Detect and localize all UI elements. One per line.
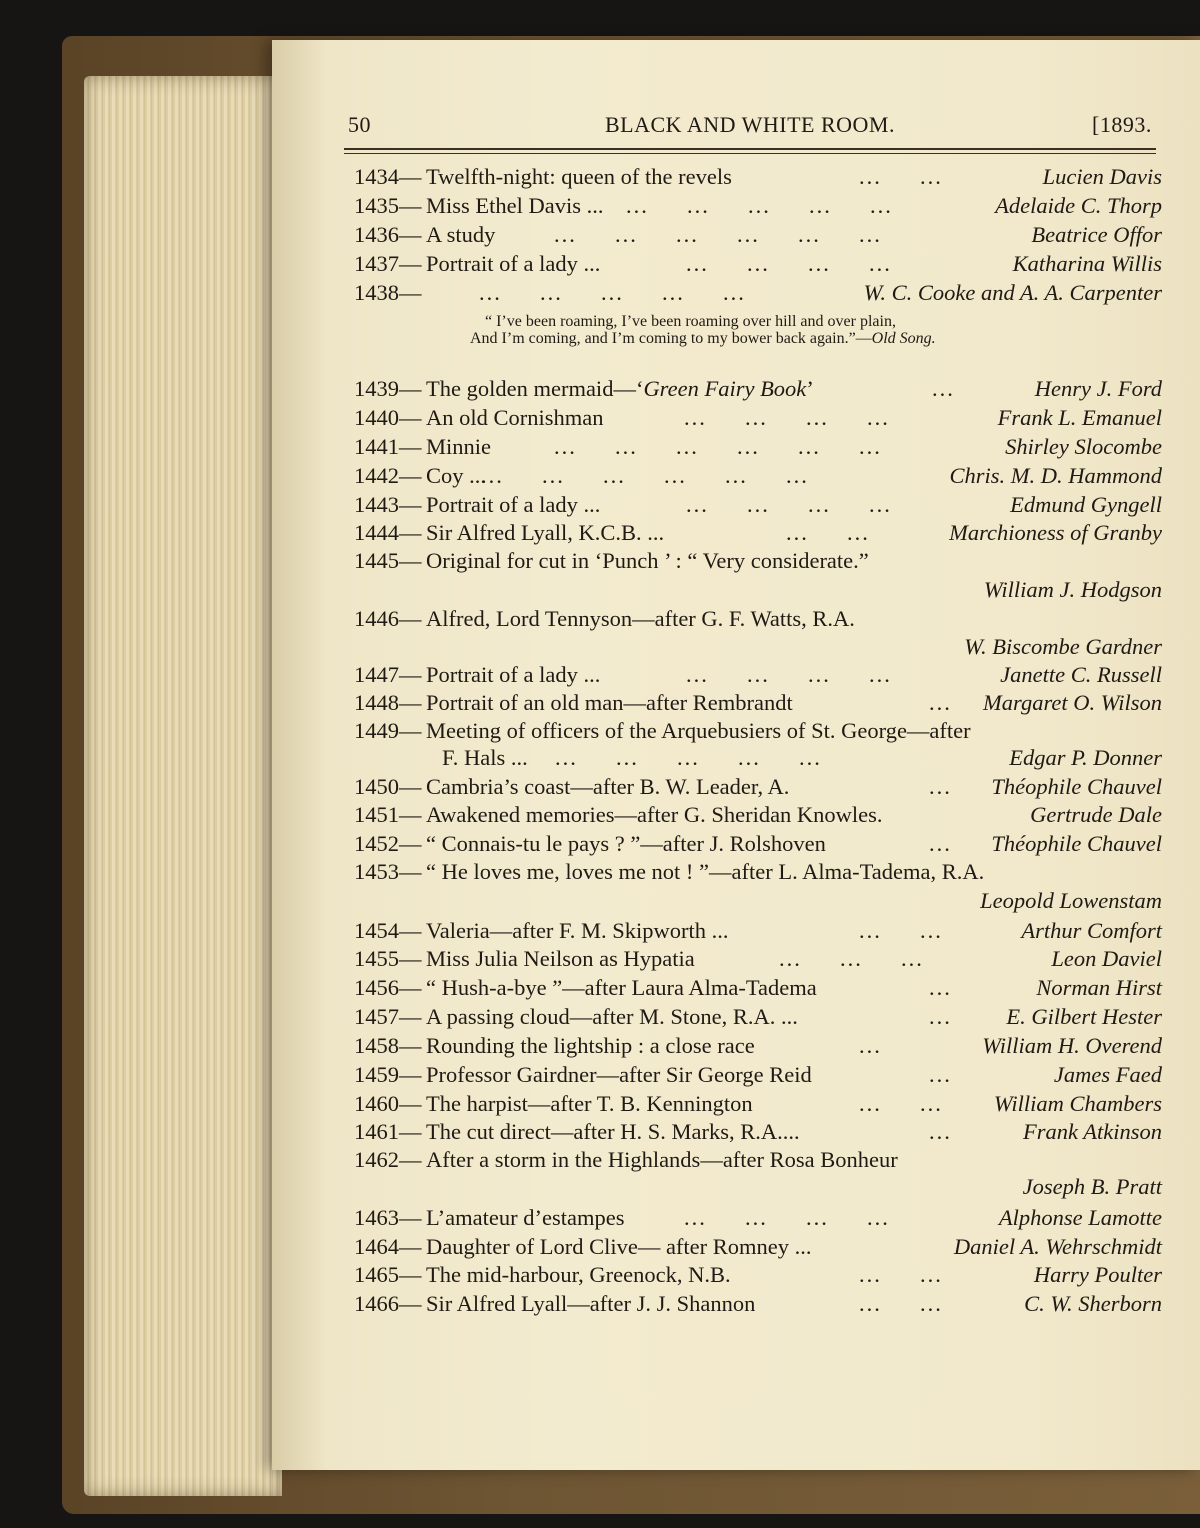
entry-dots: ... ... ... ... ... ... [481,463,809,488]
catalogue-entry [354,376,1162,405]
entry-dots: ... ... ... ... ... ... [554,434,882,459]
entry-artist: C. W. Sherborn [1024,1291,1162,1316]
entry-dots: ... ... ... [779,946,924,971]
catalogue-entry [354,1033,1162,1062]
entry-title: Miss Julia Neilson as Hypatia [426,946,695,971]
entry-title: Portrait of a lady ... [426,492,601,517]
entry-artist: Janette C. Russell [1000,662,1162,687]
entry-title: The harpist—after T. B. Kennington [426,1091,753,1116]
catalogue-entry [354,520,1162,549]
entry-title: Sir Alfred Lyall, K.C.B. ... [426,520,665,545]
catalogue-entry [354,251,1162,280]
entry-number: 1440— [354,405,422,430]
entry-artist: William Chambers [993,1091,1162,1116]
entry-number: 1448— [354,690,422,715]
entry-dots: ... ... ... ... [684,405,890,430]
entry-artist: Edgar P. Donner [1009,745,1162,770]
epigraph-line: “ I’ve been roaming, I’ve been roaming over hill and over plain, [485,313,896,330]
catalogue-entry [354,859,1162,888]
entry-number: 1436— [354,222,422,247]
entry-title: Meeting of officers of the Arquebusiers of St. George—after [426,718,971,743]
entry-dots: ... ... ... ... [686,662,892,687]
entry-dots: ... ... [859,1262,943,1287]
entry-artist: Norman Hirst [1036,975,1162,1000]
entry-dots: ... [929,1119,952,1144]
catalogue-entry [354,1147,1162,1176]
catalogue-entry [354,1205,1162,1234]
entry-dots: ... [929,1062,952,1087]
catalogue-entry [354,463,1162,492]
entry-number: 1450— [354,774,422,799]
catalogue-entry [354,1004,1162,1033]
entry-number: 1442— [354,463,422,488]
entry-number: 1457— [354,1004,422,1029]
entry-dots: ... [929,690,952,715]
header-rule-thin [344,153,1156,154]
catalogue-entry [354,1062,1162,1091]
entry-number: 1453— [354,859,422,884]
entry-dots: ... ... [859,164,943,189]
entry-number: 1438— [354,280,422,305]
catalogue-entry [354,1119,1162,1148]
entry-artist: Frank Atkinson [1023,1119,1162,1144]
entry-number: 1454— [354,918,422,943]
entry-dots: ... ... ... ... ... ... [554,222,882,247]
entry-dots: ... [929,1004,952,1029]
entry-artist: Leon Daviel [1051,946,1162,971]
entry-artist: Alphonse Lamotte [998,1205,1162,1230]
entry-artist: Théophile Chauvel [991,831,1162,856]
catalogue-entry [354,1234,1162,1263]
entry-number: 1462— [354,1147,422,1172]
entry-number: 1444— [354,520,422,545]
entry-title [426,376,814,402]
entry-artist: Harry Poulter [1033,1262,1162,1287]
entry-number: 1447— [354,662,422,687]
entry-dots: ... ... ... ... ... [479,280,746,305]
entry-dots: ... ... ... ... ... [626,193,893,218]
catalogue-entry [354,690,1162,719]
entry-title-text: The golden mermaid—‘ [426,376,644,401]
entry-dots: ... ... [859,1091,943,1116]
catalogue-entry [354,405,1162,434]
entry-artist: Frank L. Emanuel [997,405,1162,430]
entry-number: 1456— [354,975,422,1000]
epigraph-text: And I’m coming, and I’m coming to my bower back again.”— [470,330,872,347]
entry-title: Alfred, Lord Tennyson—after G. F. Watts, R.A. [426,606,855,631]
running-year: [1893. [1092,112,1152,137]
entry-title: An old Cornishman [426,405,604,430]
entry-number: 1449— [354,718,422,743]
entry-title: Cambria’s coast—after B. W. Leader, A. [426,774,790,799]
entry-artist: W. C. Cooke and A. A. Carpenter [863,280,1162,305]
entry-artist: Marchioness of Granby [949,520,1162,545]
entry-artist: Chris. M. D. Hammond [949,463,1162,488]
header-rule [344,148,1156,150]
entry-title: Daughter of Lord Clive— after Romney ... [426,1234,812,1259]
entry-dots: ... [932,376,955,401]
entry-number: 1437— [354,251,422,276]
entry-number: 1458— [354,1033,422,1058]
catalogue-entry [354,548,1162,577]
catalogue-entry [354,662,1162,691]
entry-number: 1461— [354,1119,422,1144]
catalogue-entry [354,1291,1162,1320]
entry-artist: Adelaide C. Thorp [995,193,1162,218]
entry-dots: ... [929,975,952,1000]
entry-title: After a storm in the Highlands—after Rosa Bonheur [426,1147,898,1172]
catalogue-entry [354,434,1162,463]
entry-dots: ... ... ... ... [684,1205,890,1230]
entry-artist: Théophile Chauvel [991,774,1162,799]
entry-title: “ Connais-tu le pays ? ”—after J. Rolshoven [426,831,826,856]
catalogue-entry [354,802,1162,831]
entry-number: 1434— [354,164,422,189]
entry-dots: ... [859,1033,882,1058]
entry-dots: ... ... ... ... ... [555,745,822,770]
entry-title: L’amateur d’estampes [426,1205,625,1230]
entry-title: Portrait of a lady ... [426,662,601,687]
entry-title: A study [426,222,496,247]
entry-title-italic: Green Fairy Book [643,376,807,401]
entry-dots: ... ... ... ... [686,492,892,517]
entry-title: Miss Ethel Davis ... [426,193,604,218]
entry-artist: Edmund Gyngell [1010,492,1162,517]
entry-artist: Katharina Willis [1012,251,1162,276]
entry-title: Portrait of an old man—after Rembrandt [426,690,793,715]
entry-number: 1451— [354,802,422,827]
entry-artist: William J. Hodgson [983,577,1162,602]
entry-artist: Daniel A. Wehrschmidt [953,1234,1162,1259]
entry-artist: Beatrice Offor [1031,222,1162,247]
entry-number: 1455— [354,946,422,971]
entry-title: Valeria—after F. M. Skipworth ... [426,918,729,943]
entry-artist: Margaret O. Wilson [983,690,1162,715]
entry-artist: Gertrude Dale [1030,802,1162,827]
catalogue-entry [354,918,1162,947]
catalogue-entry [354,1262,1162,1291]
entry-title: Portrait of a lady ... [426,251,601,276]
entry-artist: Lucien Davis [1042,164,1162,189]
catalogue-entry [354,222,1162,251]
entry-title: Twelfth-night: queen of the revels [426,164,732,189]
entry-dots: ... ... [786,520,870,545]
entry-title: The cut direct—after H. S. Marks, R.A.... [426,1119,800,1144]
entry-number: 1464— [354,1234,422,1259]
entry-title: Minnie [426,434,491,459]
entry-title: Rounding the lightship : a close race [426,1033,755,1058]
entry-number: 1463— [354,1205,422,1230]
catalogue-entry [354,492,1162,521]
catalogue-entry [354,946,1162,975]
epigraph-line [470,330,936,348]
entry-number: 1443— [354,492,422,517]
page-number: 50 [348,112,371,137]
entry-dots: ... ... [859,918,943,943]
entry-number: 1466— [354,1291,422,1316]
entry-artist: Joseph B. Pratt [1022,1174,1162,1199]
entry-number: 1452— [354,831,422,856]
entry-title: “ He loves me, loves me not ! ”—after L. Alma-Tadema, R.A. [426,859,985,884]
catalogue-entry [354,718,1162,747]
entry-artist: William H. Overend [982,1033,1162,1058]
entry-title: The mid-harbour, Greenock, N.B. [426,1262,731,1287]
entry-dots: ... [929,831,952,856]
entry-title: Coy ... [426,463,487,488]
entry-artist: E. Gilbert Hester [1006,1004,1162,1029]
catalogue-entry [354,831,1162,860]
catalogue-entry [354,164,1162,193]
entry-title: Sir Alfred Lyall—after J. J. Shannon [426,1291,756,1316]
entry-artist: James Faed [1053,1062,1162,1087]
entry-number: 1445— [354,548,422,573]
entry-continuation: F. Hals ... [442,745,528,770]
entry-number: 1465— [354,1262,422,1287]
entry-dots: ... ... [859,1291,943,1316]
entry-title: “ Hush-a-bye ”—after Laura Alma-Tadema [426,975,817,1000]
entry-number: 1446— [354,606,422,631]
entry-artist: Leopold Lowenstam [980,888,1162,913]
entry-title: Professor Gairdner—after Sir George Reid [426,1062,812,1087]
entry-number: 1441— [354,434,422,459]
entry-artist: Arthur Comfort [1021,918,1162,943]
entry-artist: W. Biscombe Gardner [964,634,1162,659]
entry-number: 1460— [354,1091,422,1116]
entry-number: 1459— [354,1062,422,1087]
running-title: BLACK AND WHITE ROOM. [605,112,895,137]
entry-artist: Shirley Slocombe [1005,434,1162,459]
entry-title: Original for cut in ‘Punch ’ : “ Very considerate.” [426,548,869,573]
entry-dots: ... ... ... ... [686,251,892,276]
entry-number: 1439— [354,376,422,401]
entry-artist: Henry J. Ford [1034,376,1162,401]
entry-title-end: ’ [806,376,814,401]
entry-dots: ... [929,774,952,799]
catalogue-entry [354,774,1162,803]
entry-title: Awakened memories—after G. Sheridan Knowles. [426,802,883,827]
entry-number: 1435— [354,193,422,218]
catalogue-entry [354,1091,1162,1120]
epigraph-source: Old Song. [871,330,936,347]
catalogue-entry [354,606,1162,635]
catalogue-entry [354,975,1162,1004]
catalogue-entry [354,193,1162,222]
entry-title: A passing cloud—after M. Stone, R.A. ... [426,1004,798,1029]
catalogue-entry [354,280,1162,309]
